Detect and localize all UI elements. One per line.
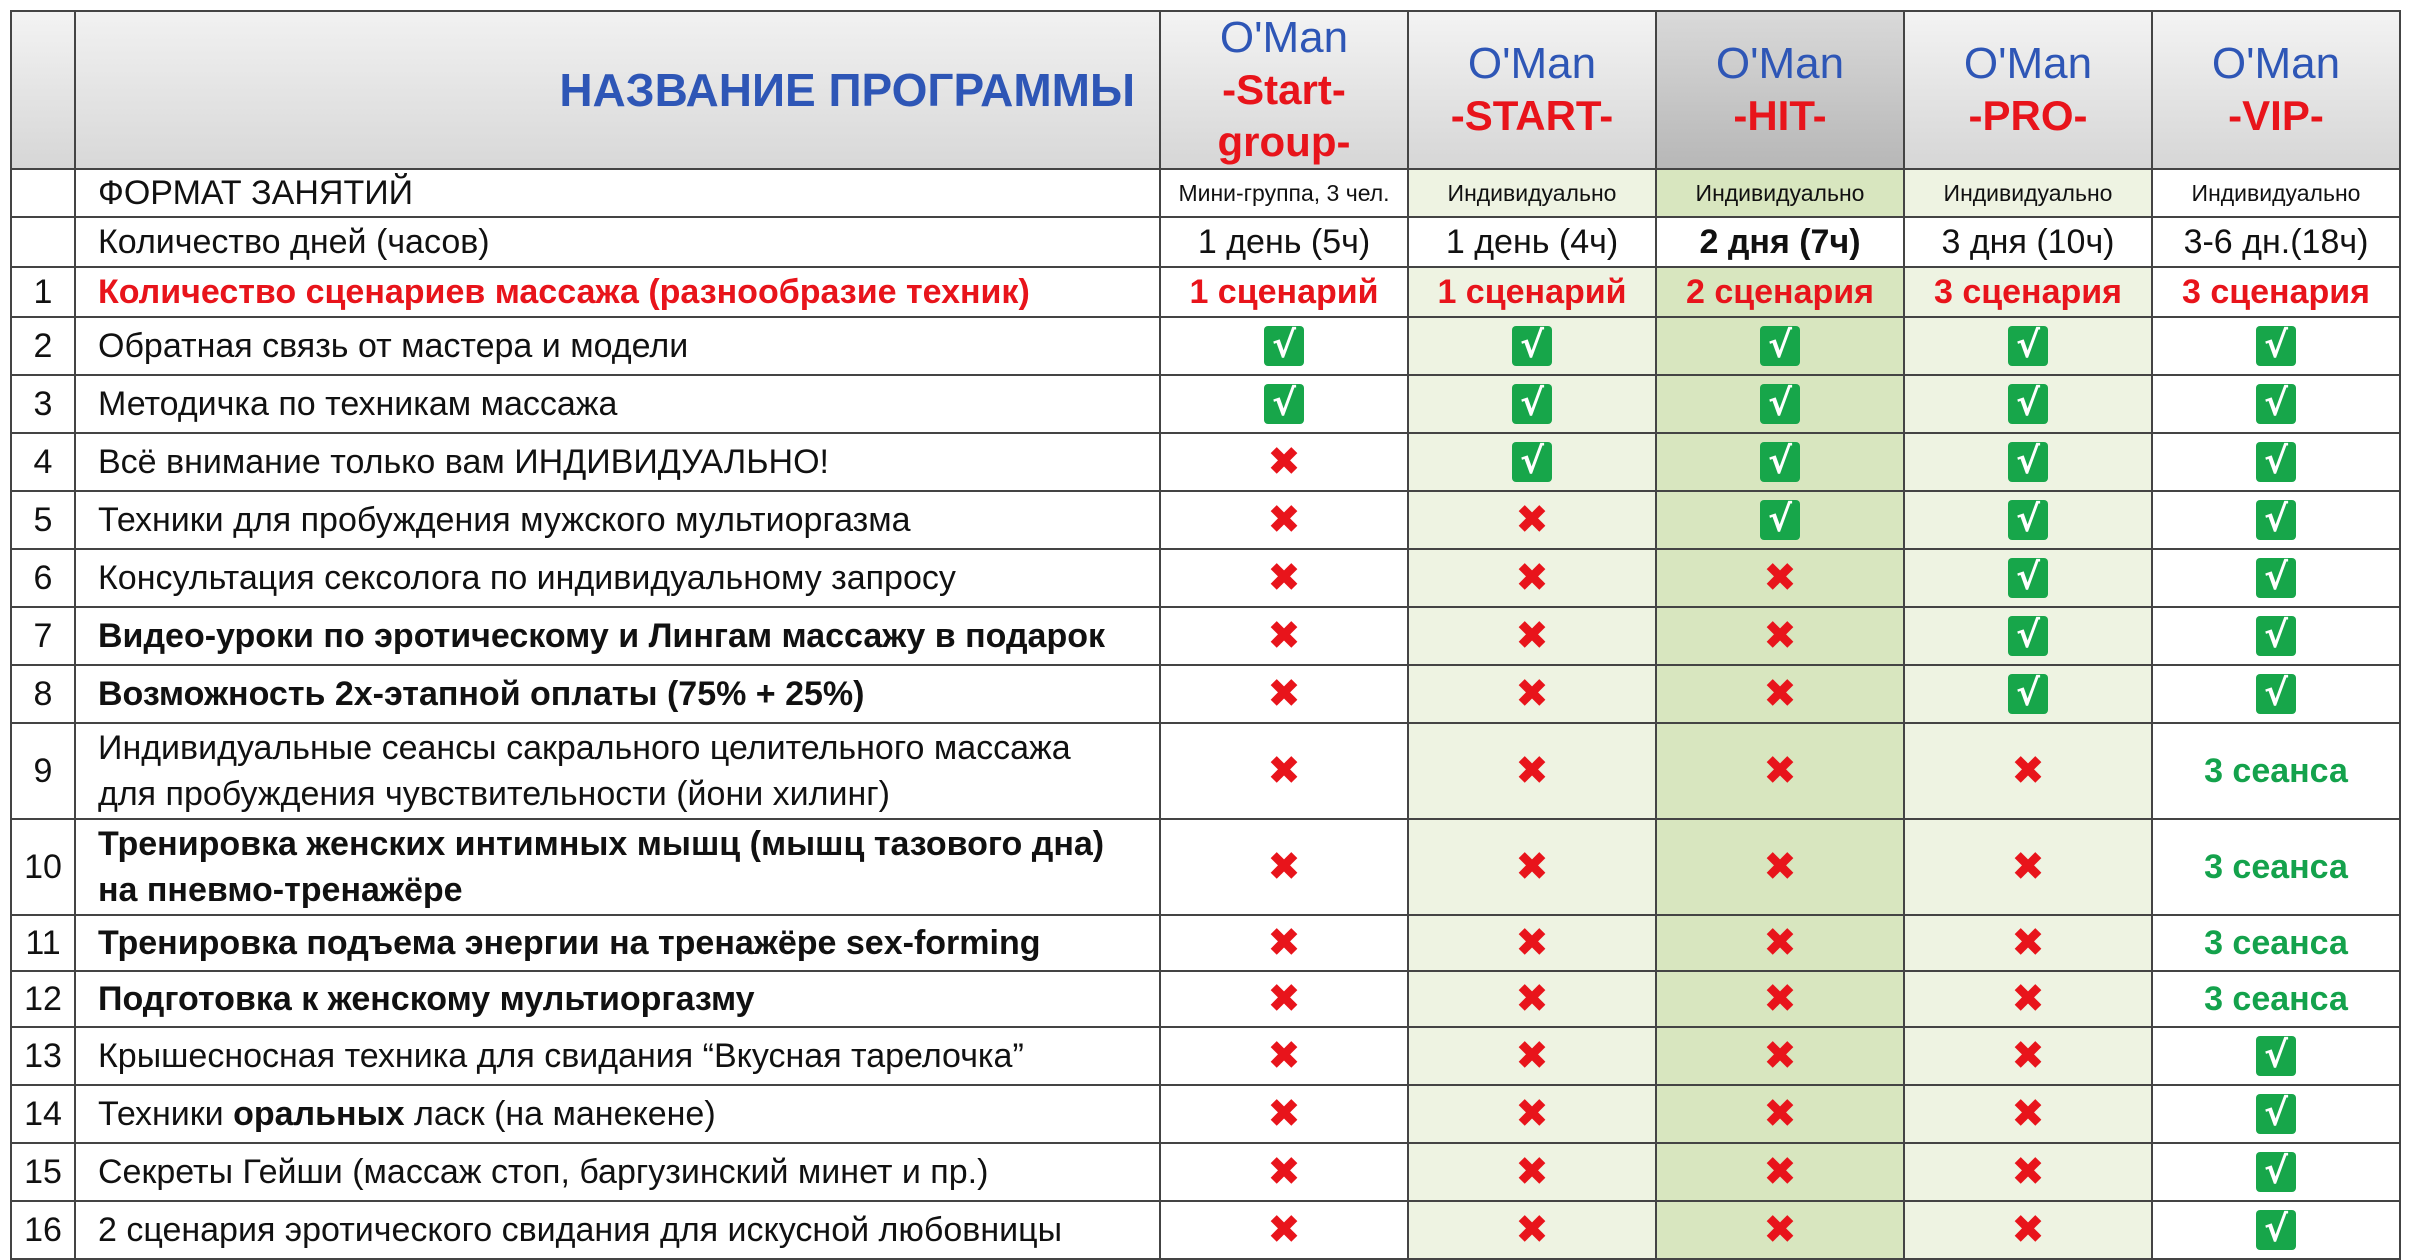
feature-cell-yes [1408,433,1656,491]
feature-cell-yes [1656,491,1904,549]
cross-icon: ✖ [1763,555,1797,601]
feature-cell-no [1160,1201,1408,1259]
cross-icon: ✖ [2011,748,2045,794]
feature-row [11,1085,2400,1143]
cross-icon: ✖ [1763,1091,1797,1137]
feature-row [11,971,2400,1027]
cross-icon: ✖ [1763,976,1797,1022]
check-icon: √ [2008,616,2048,656]
check-icon: √ [2256,500,2296,540]
header-row [11,11,2400,169]
row-number: 9 [11,723,75,819]
session-count: 3 сеанса [2152,915,2400,971]
check-icon: √ [1760,442,1800,482]
feature-cell-no [1656,723,1904,819]
plan-subtitle: -START- [1450,92,1614,139]
check-icon: √ [2008,384,2048,424]
cross-icon: ✖ [1267,976,1301,1022]
check-icon: √ [1760,500,1800,540]
cross-icon: ✖ [1515,844,1549,890]
cross-icon: ✖ [2011,844,2045,890]
feature-row [11,1027,2400,1085]
feature-label: 2 сценария эротического свидания для искусной любовницы [75,1201,1160,1259]
check-icon: √ [2256,326,2296,366]
days-value: 2 дня (7ч) [1656,217,1904,267]
feature-cell-no [1656,819,1904,915]
feature-label-part: ласк (на манекене) [404,1095,716,1133]
feature-cell-no [1656,1027,1904,1085]
cross-icon: ✖ [1267,555,1301,601]
feature-cell-no [1408,607,1656,665]
cross-icon: ✖ [1515,1207,1549,1253]
feature-label: Техники для пробуждения мужского мультиоргазма [75,491,1160,549]
feature-row [11,665,2400,723]
check-icon: √ [2256,442,2296,482]
cross-icon: ✖ [1763,613,1797,659]
cross-icon: ✖ [1267,439,1301,485]
cross-icon: ✖ [1515,497,1549,543]
feature-cell-yes [2152,549,2400,607]
check-icon: √ [2008,326,2048,366]
row-number: 11 [11,915,75,971]
feature-cell-no [1408,723,1656,819]
plan-header-start [1408,11,1656,169]
feature-cell-yes [1904,317,2152,375]
session-count: 3 сеанса [2152,723,2400,819]
row-number: 2 [11,317,75,375]
check-icon: √ [2256,1152,2296,1192]
feature-label: Обратная связь от мастера и модели [75,317,1160,375]
feature-label: Секреты Гейши (массаж стоп, баргузинский минет и пр.) [75,1143,1160,1201]
feature-cell-yes [2152,1027,2400,1085]
row-number: 15 [11,1143,75,1201]
plan-name: O'Man [1467,39,1597,88]
feature-cell-no [1408,1085,1656,1143]
cross-icon: ✖ [1515,748,1549,794]
check-icon: √ [1512,442,1552,482]
plan-name: O'Man [1715,39,1845,88]
feature-row [11,267,2400,317]
cross-icon: ✖ [1515,671,1549,717]
cross-icon: ✖ [1763,748,1797,794]
feature-cell-no [1408,1027,1656,1085]
cross-icon: ✖ [2011,1207,2045,1253]
feature-label-line: Индивидуальные сеансы сакрального целительного массажа [98,729,1071,767]
feature-row [11,819,2400,915]
feature-cell-yes [1408,317,1656,375]
feature-label: Видео-уроки по эротическому и Лингам массажу в подарок [75,607,1160,665]
feature-cell-no [1656,915,1904,971]
feature-cell-no [1656,1201,1904,1259]
feature-cell-no [1160,1085,1408,1143]
check-icon: √ [2256,1094,2296,1134]
cross-icon: ✖ [1515,1033,1549,1079]
feature-label-line: для пробуждения чувствительности (йони хилинг) [98,775,890,813]
feature-cell-no [1656,607,1904,665]
check-icon: √ [1760,326,1800,366]
row-number [11,217,75,267]
feature-cell-no [1160,665,1408,723]
scenario-count: 2 сценария [1656,267,1904,317]
feature-cell-no [1408,819,1656,915]
feature-label [75,1085,1160,1143]
check-icon: √ [1512,384,1552,424]
feature-cell-no [1408,971,1656,1027]
feature-cell-no [1160,549,1408,607]
feature-cell-no [1904,1085,2152,1143]
row-number: 16 [11,1201,75,1259]
row-number: 5 [11,491,75,549]
feature-cell-yes [2152,665,2400,723]
plan-name: O'Man [1219,13,1349,62]
feature-label: Всё внимание только вам ИНДИВИДУАЛЬНО! [75,433,1160,491]
feature-cell-yes [1160,375,1408,433]
feature-label: Количество сценариев массажа (разнообразие техник) [75,267,1160,317]
check-icon: √ [1512,326,1552,366]
feature-label [75,819,1160,915]
comparison-table [10,10,2401,1260]
feature-row [11,491,2400,549]
feature-cell-no [1904,1143,2152,1201]
check-icon: √ [2008,442,2048,482]
cross-icon: ✖ [2011,1149,2045,1195]
plan-name: O'Man [1963,39,2093,88]
row-number: 7 [11,607,75,665]
feature-cell-no [1160,723,1408,819]
cross-icon: ✖ [1763,1207,1797,1253]
feature-cell-yes [1656,433,1904,491]
check-icon: √ [2256,616,2296,656]
cross-icon: ✖ [1515,976,1549,1022]
check-icon: √ [2008,558,2048,598]
cross-icon: ✖ [1515,1091,1549,1137]
feature-label: Методичка по техникам массажа [75,375,1160,433]
row-number: 13 [11,1027,75,1085]
feature-cell-no [1160,491,1408,549]
row-number: 6 [11,549,75,607]
cross-icon: ✖ [1763,1033,1797,1079]
feature-cell-no [1160,1027,1408,1085]
days-value: 3 дня (10ч) [1904,217,2152,267]
feature-cell-yes [1656,375,1904,433]
feature-cell-no [1408,915,1656,971]
feature-cell-no [1656,1085,1904,1143]
plan-subtitle: -PRO- [1968,92,2088,139]
feature-label: Консультация сексолога по индивидуальному запросу [75,549,1160,607]
plan-subtitle: -HIT- [1733,92,1827,139]
feature-cell-yes [2152,1085,2400,1143]
plan-header-pro [1904,11,2152,169]
check-icon: √ [2008,500,2048,540]
days-value: 1 день (4ч) [1408,217,1656,267]
check-icon: √ [2256,384,2296,424]
row-number [11,169,75,217]
cross-icon: ✖ [1515,555,1549,601]
feature-cell-no [1160,971,1408,1027]
row-number: 1 [11,267,75,317]
plan-name: O'Man [2211,39,2341,88]
cross-icon: ✖ [2011,976,2045,1022]
cross-icon: ✖ [2011,1033,2045,1079]
cross-icon: ✖ [1267,920,1301,966]
format-row [11,169,2400,217]
feature-cell-yes [1904,665,2152,723]
feature-label: Подготовка к женскому мультиоргазму [75,971,1160,1027]
plan-header-vip [2152,11,2400,169]
row-number: 3 [11,375,75,433]
cross-icon: ✖ [1515,1149,1549,1195]
feature-row [11,723,2400,819]
feature-cell-no [1656,971,1904,1027]
row-number: 10 [11,819,75,915]
feature-label: Тренировка подъема энергии на тренажёре sex-forming [75,915,1160,971]
feature-row [11,549,2400,607]
feature-label-line: Тренировка женских интимных мышц (мышц тазового дна) [98,825,1105,863]
days-value: 1 день (5ч) [1160,217,1408,267]
feature-cell-no [1904,1027,2152,1085]
feature-cell-no [1904,915,2152,971]
cross-icon: ✖ [1763,920,1797,966]
feature-cell-no [1656,665,1904,723]
format-value: Индивидуально [1656,169,1904,217]
feature-cell-yes [2152,491,2400,549]
check-icon: √ [2256,1036,2296,1076]
feature-cell-no [1160,915,1408,971]
header-corner [11,11,75,169]
format-value: Индивидуально [1408,169,1656,217]
feature-cell-no [1904,1201,2152,1259]
feature-row [11,317,2400,375]
cross-icon: ✖ [1267,497,1301,543]
feature-cell-yes [1656,317,1904,375]
feature-label [75,723,1160,819]
cross-icon: ✖ [1515,613,1549,659]
feature-row [11,433,2400,491]
cross-icon: ✖ [2011,1091,2045,1137]
scenario-count: 1 сценарий [1408,267,1656,317]
cross-icon: ✖ [1267,1091,1301,1137]
feature-row [11,1201,2400,1259]
row-number: 4 [11,433,75,491]
feature-cell-no [1408,1143,1656,1201]
feature-cell-yes [1904,549,2152,607]
format-value: Индивидуально [2152,169,2400,217]
session-count: 3 сеанса [2152,819,2400,915]
cross-icon: ✖ [1267,844,1301,890]
cross-icon: ✖ [1267,748,1301,794]
feature-row [11,915,2400,971]
format-label: ФОРМАТ ЗАНЯТИЙ [75,169,1160,217]
row-number: 12 [11,971,75,1027]
days-value: 3-6 дн.(18ч) [2152,217,2400,267]
check-icon: √ [1264,326,1304,366]
feature-label-part: оральных [233,1095,405,1133]
feature-rows [11,267,2400,1259]
feature-cell-no [1408,491,1656,549]
feature-cell-yes [2152,1143,2400,1201]
check-icon: √ [2008,674,2048,714]
row-number: 14 [11,1085,75,1143]
table-title: НАЗВАНИЕ ПРОГРАММЫ [75,11,1160,169]
check-icon: √ [2256,674,2296,714]
feature-label-line: на пневмо-тренажёре [98,871,463,909]
days-row [11,217,2400,267]
feature-row [11,1143,2400,1201]
feature-cell-no [1160,433,1408,491]
cross-icon: ✖ [1267,1033,1301,1079]
session-count: 3 сеанса [2152,971,2400,1027]
cross-icon: ✖ [2011,920,2045,966]
feature-cell-no [1408,1201,1656,1259]
feature-cell-no [1656,549,1904,607]
feature-row [11,607,2400,665]
feature-cell-no [1408,665,1656,723]
format-value: Индивидуально [1904,169,2152,217]
feature-cell-yes [2152,607,2400,665]
plan-header-start-group [1160,11,1408,169]
feature-cell-no [1904,723,2152,819]
cross-icon: ✖ [1763,1149,1797,1195]
cross-icon: ✖ [1267,1207,1301,1253]
scenario-count: 3 сценария [2152,267,2400,317]
feature-label: Возможность 2х-этапной оплаты (75% + 25%) [75,665,1160,723]
feature-cell-yes [1904,375,2152,433]
feature-cell-yes [1904,433,2152,491]
check-icon: √ [2256,558,2296,598]
plan-header-hit [1656,11,1904,169]
feature-row [11,375,2400,433]
feature-cell-no [1656,1143,1904,1201]
row-number: 8 [11,665,75,723]
check-icon: √ [2256,1210,2296,1250]
cross-icon: ✖ [1515,920,1549,966]
feature-cell-no [1160,607,1408,665]
cross-icon: ✖ [1267,613,1301,659]
feature-cell-yes [2152,375,2400,433]
feature-cell-yes [1904,607,2152,665]
scenario-count: 1 сценарий [1160,267,1408,317]
cross-icon: ✖ [1763,844,1797,890]
feature-cell-yes [2152,317,2400,375]
feature-cell-no [1160,1143,1408,1201]
check-icon: √ [1760,384,1800,424]
feature-label: Крышесносная техника для свидания “Вкусная тарелочка” [75,1027,1160,1085]
scenario-count: 3 сценария [1904,267,2152,317]
cross-icon: ✖ [1267,1149,1301,1195]
format-value: Мини-группа, 3 чел. [1160,169,1408,217]
feature-cell-yes [2152,1201,2400,1259]
cross-icon: ✖ [1267,671,1301,717]
feature-cell-yes [1408,375,1656,433]
check-icon: √ [1264,384,1304,424]
days-label: Количество дней (часов) [75,217,1160,267]
cross-icon: ✖ [1763,671,1797,717]
plan-subtitle: -Start-group- [1217,66,1351,165]
feature-cell-yes [1904,491,2152,549]
plan-subtitle: -VIP- [2228,92,2324,139]
feature-cell-no [1904,971,2152,1027]
feature-cell-no [1904,819,2152,915]
feature-cell-no [1408,549,1656,607]
feature-cell-yes [2152,433,2400,491]
feature-cell-yes [1160,317,1408,375]
feature-cell-no [1160,819,1408,915]
feature-label-part: Техники [98,1095,234,1133]
